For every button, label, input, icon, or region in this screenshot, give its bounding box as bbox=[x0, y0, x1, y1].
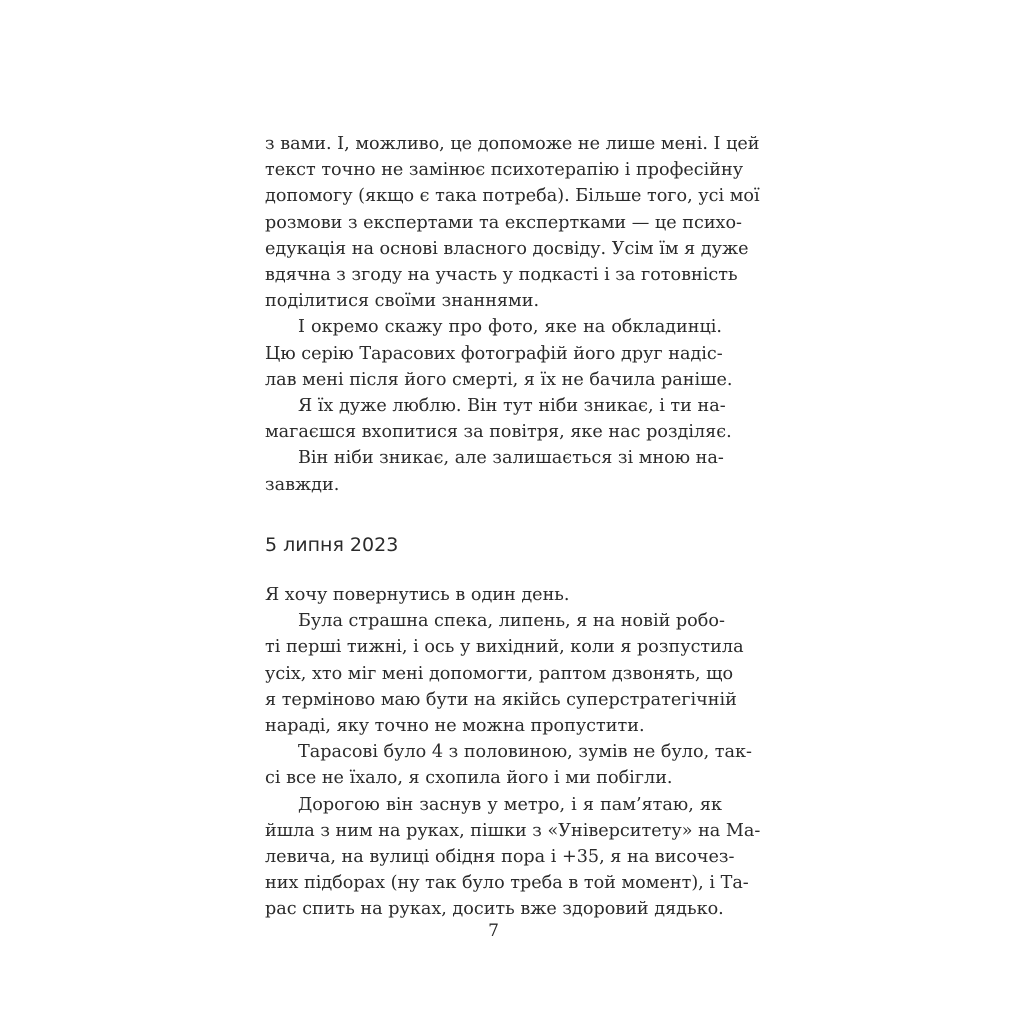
text-line: Я хочу повернутись в один день. bbox=[265, 585, 570, 605]
text-line: них підборах (ну так було треба в той момент), і Та- bbox=[265, 873, 749, 894]
text-line: магаєшся вхопитися за повітря, яке нас розділяє. bbox=[265, 422, 732, 443]
text-line: І окремо скажу про фото, яке на обкладинці. bbox=[298, 317, 722, 338]
text-line: Дорогою він заснув у метро, і я пам’ятаю, як bbox=[298, 794, 722, 815]
text-line: едукація на основі власного досвіду. Усім їм я дуже bbox=[265, 238, 749, 259]
text-line: йшла з ним на руках, пішки з «Університету» на Ма- bbox=[265, 820, 761, 841]
text-line: Він ніби зникає, але залишається зі мною на- bbox=[298, 448, 724, 469]
text-line: розмови з експертами та експертками — це психо- bbox=[265, 212, 742, 233]
text-line: Була страшна спека, липень, я на новій робо- bbox=[298, 611, 725, 632]
date-heading: 5 липня 2023 bbox=[265, 534, 399, 556]
body-text-section-1 bbox=[265, 131, 760, 498]
text-line: поділитися своїми знаннями. bbox=[265, 291, 540, 312]
text-line: вдячна з згоду на участь у подкасті і за готовність bbox=[265, 265, 738, 286]
body-text-section-2 bbox=[265, 582, 761, 923]
text-line: усіх, хто міг мені допомогти, раптом дзвонять, що bbox=[265, 663, 734, 684]
text-line: нараді, яку точно не можна пропустити. bbox=[265, 716, 645, 737]
text-line: допомогу (якщо є така потреба). Більше того, усі мої bbox=[265, 186, 760, 207]
text-line: Я їх дуже люблю. Він тут ніби зникає, і ти на- bbox=[298, 396, 726, 417]
text-line: ті перші тижні, і ось у вихідний, коли я розпустила bbox=[265, 637, 744, 658]
text-line: я терміново маю бути на якійсь суперстратегічній bbox=[265, 689, 737, 710]
text-line: лав мені після його смерті, я їх не бачила раніше. bbox=[265, 369, 733, 390]
text-line: Цю серію Тарасових фотографій його друг надіс- bbox=[265, 343, 723, 364]
text-line: рас спить на руках, досить вже здоровий дядько. bbox=[265, 899, 724, 920]
text-line: левича, на вулиці обідня пора і +35, я на височез- bbox=[265, 847, 735, 868]
text-line: текст точно не замінює психотерапію і професійну bbox=[265, 160, 744, 181]
page-number: 7 bbox=[488, 921, 499, 941]
text-line: Тарасові було 4 з половиною, зумів не було, так- bbox=[298, 742, 752, 763]
text-line: завжди. bbox=[265, 474, 340, 495]
text-line: з вами. І, можливо, це допоможе не лише мені. І цей bbox=[265, 134, 760, 154]
text-line: сі все не їхало, я схопила його і ми побігли. bbox=[265, 768, 673, 789]
